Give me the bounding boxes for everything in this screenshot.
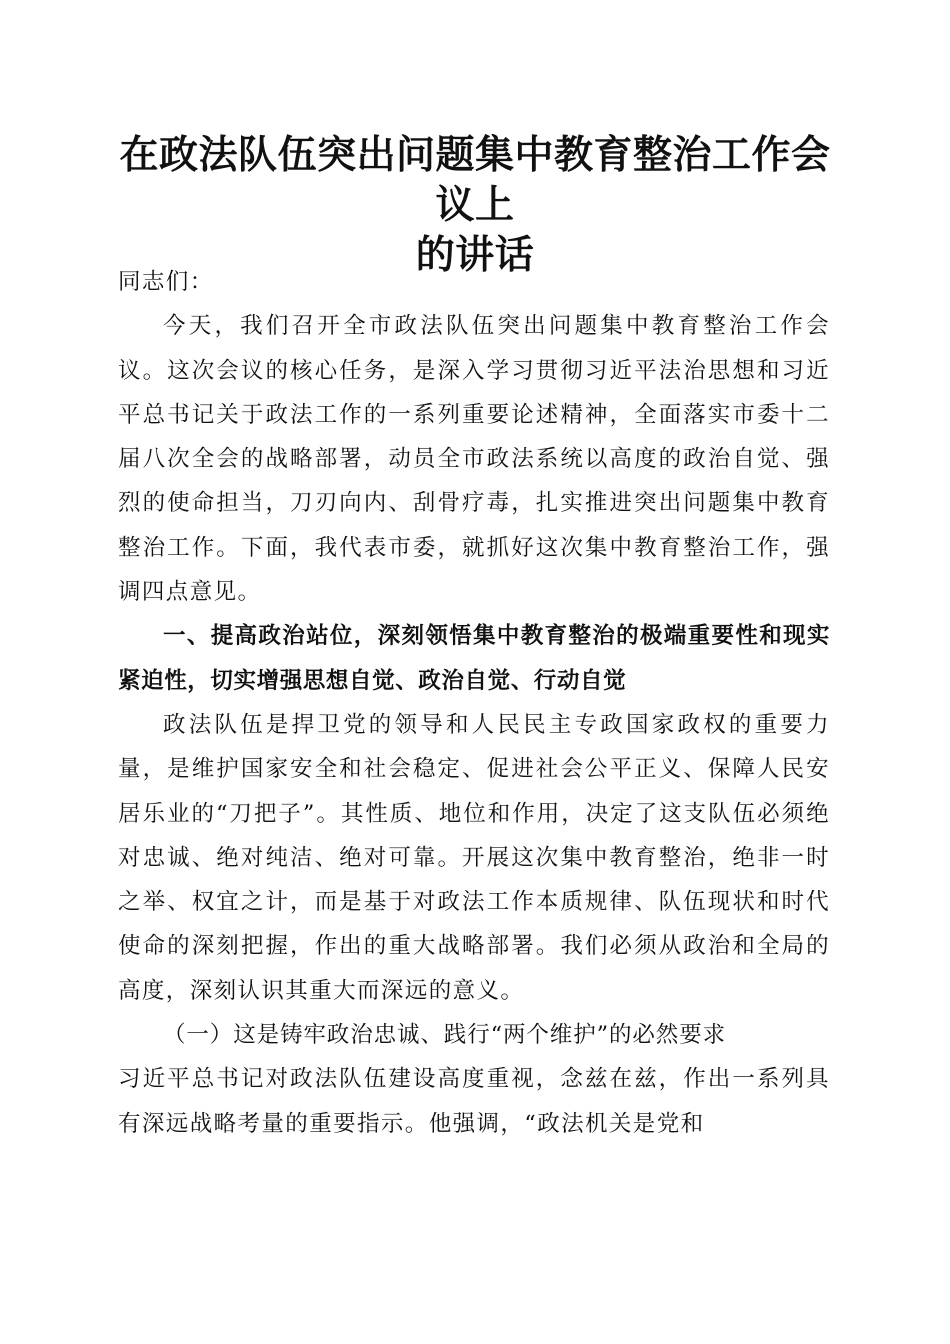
paragraph-subsection-1: 习近平总书记对政法队伍建设高度重视，念兹在兹，作出一系列具有深远战略考量的重要指示。他强调，“政法机关是党和: [118, 1066, 830, 1137]
document-body: [118, 260, 830, 1146]
paragraph-section-1: 政法队伍是捍卫党的领导和人民民主专政国家政权的重要力量，是维护国家安全和社会稳定、促进社会公平正义、保障人民安居乐业的“刀把子”。其性质、地位和作用，决定了这支队伍必须绝对忠诚、绝对纯洁、绝对可靠。开展这次集中教育整治，绝非一时之举、权宜之计，而是基于对政法工作本质规律、队伍现状和时代使命的深刻把握，作出的重大战略部署。我们必须从政治和全局的高度，深刻认识其重大而深远的意义。: [118, 711, 830, 1004]
title-line-2: 的讲话: [415, 232, 535, 278]
document-title: [100, 130, 850, 280]
title-line-1: 在政法队伍突出问题集中教育整治工作会议上: [119, 132, 831, 228]
paragraph-intro: 今天，我们召开全市政法队伍突出问题集中教育整治工作会议。这次会议的核心任务，是深入学习贯彻习近平法治思想和习近平总书记关于政法工作的一系列重要论述精神，全面落实市委十二届八次全会的战略部署，动员全市政法系统以高度的政治自觉、强烈的使命担当，刀刃向内、刮骨疗毒，扎实推进突出问题集中教育整治工作。下面，我代表市委，就抓好这次集中教育整治工作，强调四点意见。: [118, 313, 830, 606]
salutation: 同志们：: [118, 269, 214, 295]
subsection-heading-1: （一）这是铸牢政治忠诚、践行“两个维护”的必然要求: [163, 1022, 727, 1049]
section-heading-1: 一、提高政治站位，深刻领悟集中教育整治的极端重要性和现实紧迫性，切实增强思想自觉、政治自觉、行动自觉: [118, 623, 830, 694]
